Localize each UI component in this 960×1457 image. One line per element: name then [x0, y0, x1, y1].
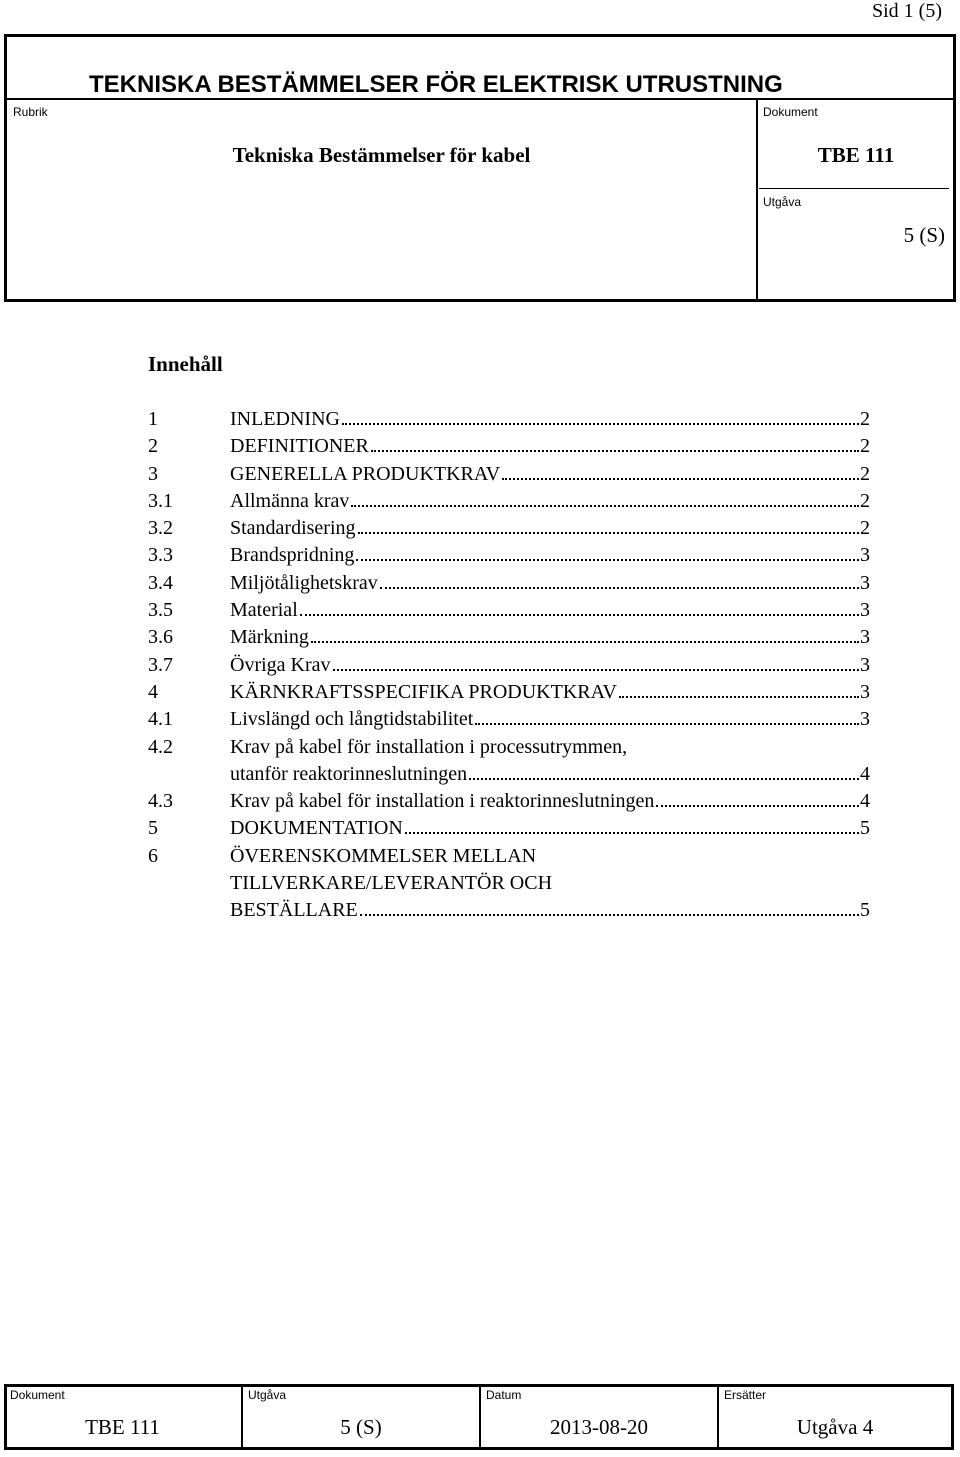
toc-entry-title: DEFINITIONER [230, 435, 369, 458]
toc-entry[interactable] [148, 570, 870, 597]
toc-leader [469, 778, 859, 780]
toc-entry-title: utanför reaktorinneslutningen [230, 762, 468, 785]
toc-entry-page: 5 [860, 817, 870, 840]
toc-entry-page: 2 [860, 462, 870, 485]
toc-entry-title: Livslängd och långtidstabilitet [230, 708, 474, 731]
toc-entry-page: 3 [860, 653, 870, 676]
toc-entry-title-line1: Krav på kabel för installation i processutrymmen, [230, 735, 628, 758]
toc-entry[interactable] [148, 624, 870, 651]
rubrik-value: Tekniska Bestämmelser för kabel [232, 143, 531, 167]
toc-leader [342, 423, 859, 425]
footer-dokument-value: TBE 111 [85, 1415, 160, 1439]
toc-leader [333, 669, 859, 671]
toc-entry-page: 3 [860, 571, 870, 594]
toc-leader [358, 532, 859, 534]
toc-entry-number: 4.2 [148, 735, 173, 758]
dokument-value: TBE 111 [817, 143, 895, 167]
toc-leader [380, 587, 859, 589]
toc-entry[interactable] [148, 461, 870, 488]
toc-entry[interactable] [148, 488, 870, 515]
toc-entry-page: 3 [860, 599, 870, 622]
toc-entry-number: 3.1 [148, 489, 173, 512]
toc-entry-title: Standardisering [230, 517, 356, 540]
footer-utgava-value: 5 (S) [340, 1415, 382, 1439]
toc-entry-title-line1: ÖVERENSKOMMELSER MELLAN [230, 844, 537, 867]
toc-leader [619, 696, 859, 698]
toc-entry-page: 2 [860, 408, 870, 430]
toc-entry-number: 3.5 [148, 599, 173, 622]
dokument-underline [759, 188, 949, 189]
toc-leader [502, 478, 859, 480]
dokument-label: Dokument [763, 105, 818, 119]
toc-entry-number: 3 [148, 462, 158, 485]
toc-leader [656, 805, 859, 807]
toc-entry-title: DOKUMENTATION [230, 817, 403, 840]
toc-entry[interactable] [148, 406, 870, 433]
toc-entry[interactable] [148, 788, 870, 815]
toc-entry-page: 4 [860, 762, 870, 785]
toc-entry-number: 1 [148, 408, 158, 430]
toc-entry-page: 2 [860, 435, 870, 458]
header-divider [7, 98, 953, 100]
rubrik-label: Rubrik [13, 105, 48, 119]
toc-entry[interactable] [148, 706, 870, 733]
toc-leader [356, 559, 859, 561]
utgava-value: 5 (S) [903, 223, 945, 247]
table-of-contents [148, 406, 870, 925]
toc-entry-number: 3.7 [148, 653, 173, 676]
toc-entry[interactable] [148, 679, 870, 706]
footer-ersatter-label: Ersätter [724, 1388, 767, 1402]
toc-entry-number: 5 [148, 817, 158, 840]
toc-entry-page: 3 [860, 544, 870, 567]
toc-entry[interactable] [148, 433, 870, 460]
toc-entry-title: Märkning [230, 626, 309, 649]
toc-leader [475, 723, 859, 725]
document-title: TEKNISKA BESTÄMMELSER FÖR ELEKTRISK UTRUSTNING [89, 71, 783, 98]
document-header [4, 34, 956, 302]
footer-dokument-label: Dokument [10, 1388, 65, 1402]
footer-datum-value: 2013-08-20 [550, 1415, 648, 1439]
toc-entry[interactable] [148, 515, 870, 542]
toc-entry-page: 2 [860, 489, 870, 512]
toc-entry-title: Miljötålighetskrav [230, 571, 378, 594]
toc-entry-page: 5 [860, 899, 870, 922]
toc-entry-number: 3.2 [148, 517, 173, 540]
toc-entry-number: 4.1 [148, 708, 173, 731]
toc-entry-number: 4 [148, 680, 158, 703]
toc-leader [351, 505, 859, 507]
toc-entry[interactable] [148, 815, 870, 842]
toc-entry[interactable] [148, 597, 870, 624]
header-column-divider [756, 98, 758, 299]
footer-utgava-label: Utgåva [248, 1388, 287, 1402]
toc-entry-number: 2 [148, 435, 158, 458]
toc-entry-number: 3.6 [148, 626, 173, 649]
toc-entry[interactable] [148, 542, 870, 569]
toc-entry-page: 4 [860, 790, 870, 813]
toc-leader [300, 614, 859, 616]
toc-leader [405, 832, 859, 834]
toc-entry-title: Brandspridning [230, 544, 355, 567]
toc-entry-title: Material [230, 599, 298, 622]
toc-entry-number: 3.3 [148, 544, 173, 567]
toc-entry-title: BESTÄLLARE [230, 899, 358, 922]
toc-entry-page: 3 [860, 626, 870, 649]
toc-leader [311, 641, 859, 643]
footer-datum-label: Datum [486, 1388, 522, 1402]
toc-leader [360, 914, 859, 916]
toc-entry-page: 3 [860, 708, 870, 731]
toc-entry-page: 2 [860, 517, 870, 540]
footer-ersatter-value: Utgåva 4 [796, 1415, 874, 1439]
toc-entry[interactable] [148, 843, 870, 925]
toc-entry-number: 6 [148, 844, 158, 867]
toc-entry[interactable] [148, 734, 870, 789]
toc-entry-title: GENERELLA PRODUKTKRAV [230, 462, 501, 485]
toc-entry[interactable] [148, 652, 870, 679]
toc-heading: Innehåll [148, 352, 223, 376]
toc-entry-number: 4.3 [148, 790, 173, 813]
toc-entry-title: Krav på kabel för installation i reaktorinneslutningen [230, 790, 655, 813]
toc-entry-number: 3.4 [148, 571, 173, 594]
toc-entry-title: INLEDNING [230, 408, 340, 430]
toc-entry-title: KÄRNKRAFTSSPECIFIKA PRODUKTKRAV [230, 680, 617, 703]
toc-entry-page: 3 [860, 680, 870, 703]
toc-entry-title: Allmänna krav [230, 489, 350, 512]
utgava-label: Utgåva [763, 195, 802, 209]
page-number: Sid 1 (5) [872, 0, 942, 22]
toc-entry-title: Övriga Krav [230, 653, 331, 676]
toc-entry-title-line2: TILLVERKARE/LEVERANTÖR OCH [230, 872, 553, 895]
toc-leader [371, 450, 859, 452]
